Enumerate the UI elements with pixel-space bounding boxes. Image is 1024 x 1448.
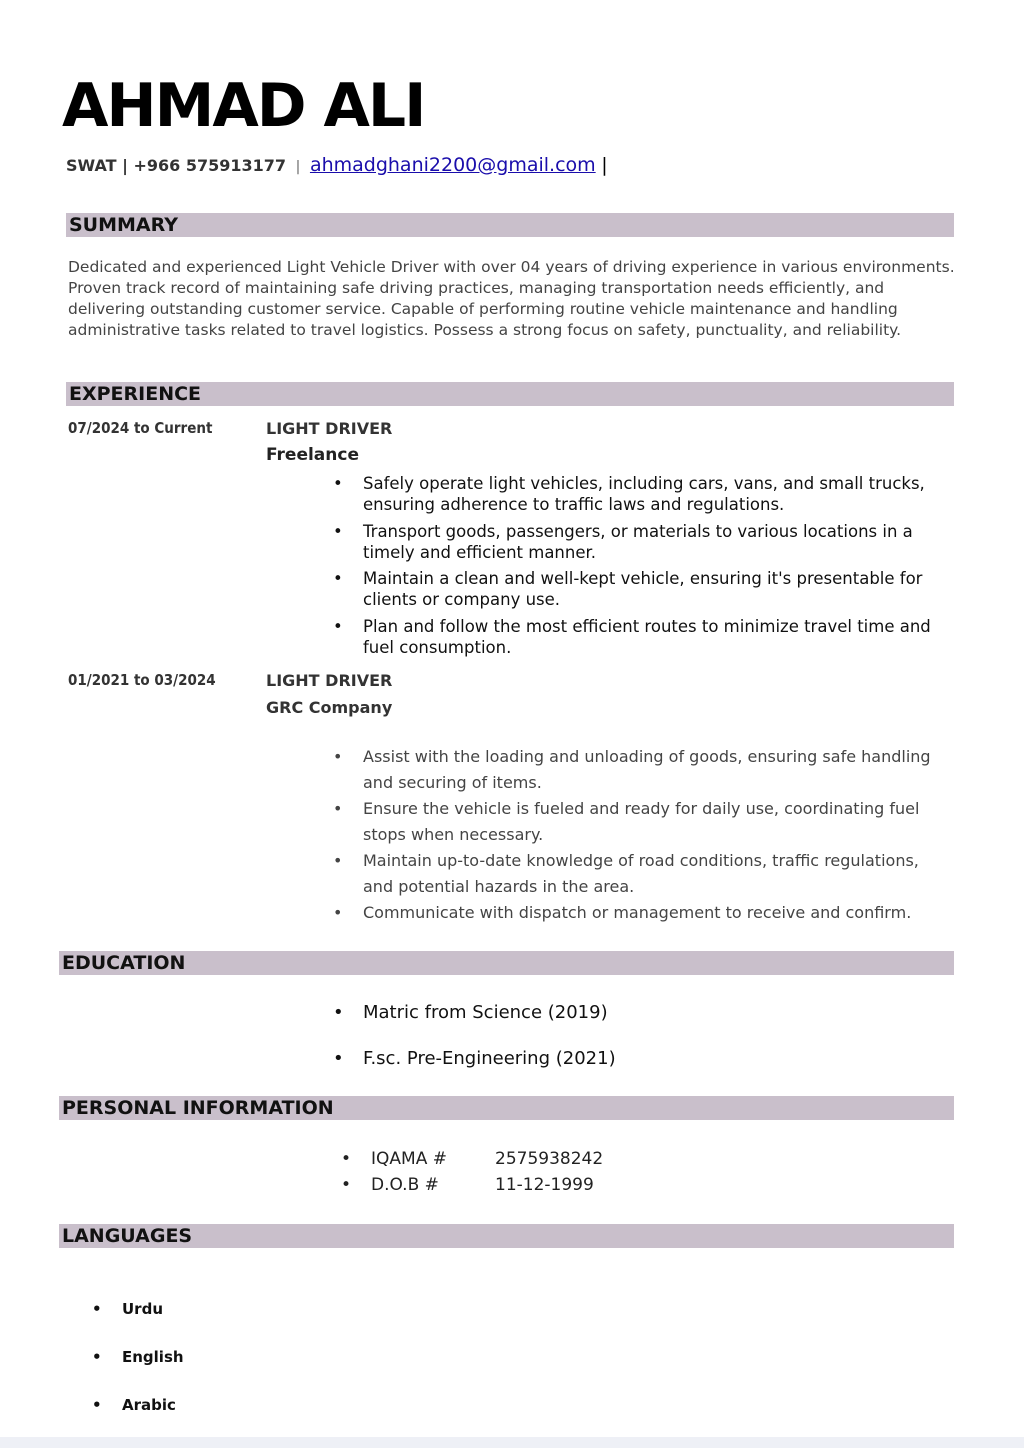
candidate-name: AHMAD ALI — [62, 71, 425, 141]
list-item: • Maintain a clean and well-kept vehicle, ensuring it's presentable for clients or company use. — [333, 568, 953, 610]
list-item — [341, 1146, 741, 1172]
list-item: • Ensure the vehicle is fueled and ready for daily use, coordinating fuel stops when necessary. — [333, 796, 953, 848]
list-item: • Transport goods, passengers, or materials to various locations in a timely and efficient manner. — [333, 521, 953, 563]
personal-info-heading: PERSONAL INFORMATION — [59, 1096, 954, 1120]
page-bottom-edge — [0, 1437, 1024, 1448]
location-phone: SWAT | +966 575913177 — [66, 156, 287, 175]
job-duties-list — [333, 744, 953, 926]
list-item: • Maintain up-to-date knowledge of road conditions, traffic regulations, and potential hazards in the area. — [333, 848, 953, 900]
job-role: LIGHT DRIVER — [266, 671, 393, 690]
job-company: GRC Company — [266, 698, 393, 717]
personal-info-list — [341, 1146, 741, 1198]
list-item: • F.sc. Pre-Engineering (2021) — [333, 1046, 933, 1072]
list-item: • Assist with the loading and unloading of goods, ensuring safe handling and securing of items. — [333, 744, 953, 796]
languages-heading: LANGUAGES — [59, 1224, 954, 1248]
job-role: LIGHT DRIVER — [266, 419, 393, 438]
info-label: IQAMA # — [371, 1149, 447, 1169]
job-date: 01/2021 to 03/2024 — [68, 671, 216, 689]
list-item — [341, 1172, 741, 1198]
list-item: • Urdu — [92, 1297, 392, 1321]
list-item: • Safely operate light vehicles, including cars, vans, and small trucks, ensuring adherence to traffic laws and regulations. — [333, 473, 953, 515]
job-duties-list — [333, 473, 953, 663]
info-value: 2575938242 — [495, 1149, 604, 1169]
education-list — [333, 1000, 933, 1092]
languages-list — [92, 1297, 392, 1441]
list-item: • English — [92, 1345, 392, 1369]
education-heading: EDUCATION — [59, 951, 954, 975]
job-date: 07/2024 to Current — [68, 419, 213, 437]
contact-line — [66, 152, 608, 180]
job-company: Freelance — [266, 445, 359, 465]
list-item: • Communicate with dispatch or management to receive and confirm. — [333, 900, 953, 926]
list-item: • Matric from Science (2019) — [333, 1000, 933, 1026]
experience-heading: EXPERIENCE — [66, 382, 954, 406]
summary-heading: SUMMARY — [66, 213, 954, 237]
email-link[interactable]: ahmadghani2200@gmail.com — [309, 154, 596, 176]
summary-text: Dedicated and experienced Light Vehicle Driver with over 04 years of driving experience in various environments. Proven track record of maintaining safe driving practices, managing transportation needs efficiently, and delivering outstanding customer service. Capable of performing routine vehicle maintenance and handling administrative tasks related to travel logistics. Possess a strong focus on safety, punctuality, and reliability. — [68, 258, 955, 339]
list-item: • Plan and follow the most efficient routes to minimize travel time and fuel consumption. — [333, 616, 953, 658]
list-item: • Arabic — [92, 1393, 392, 1417]
contact-separator: | — [295, 159, 301, 175]
info-value: 11-12-1999 — [495, 1175, 594, 1195]
info-label: D.O.B # — [371, 1175, 439, 1195]
contact-trailing-bar: | — [601, 154, 608, 176]
